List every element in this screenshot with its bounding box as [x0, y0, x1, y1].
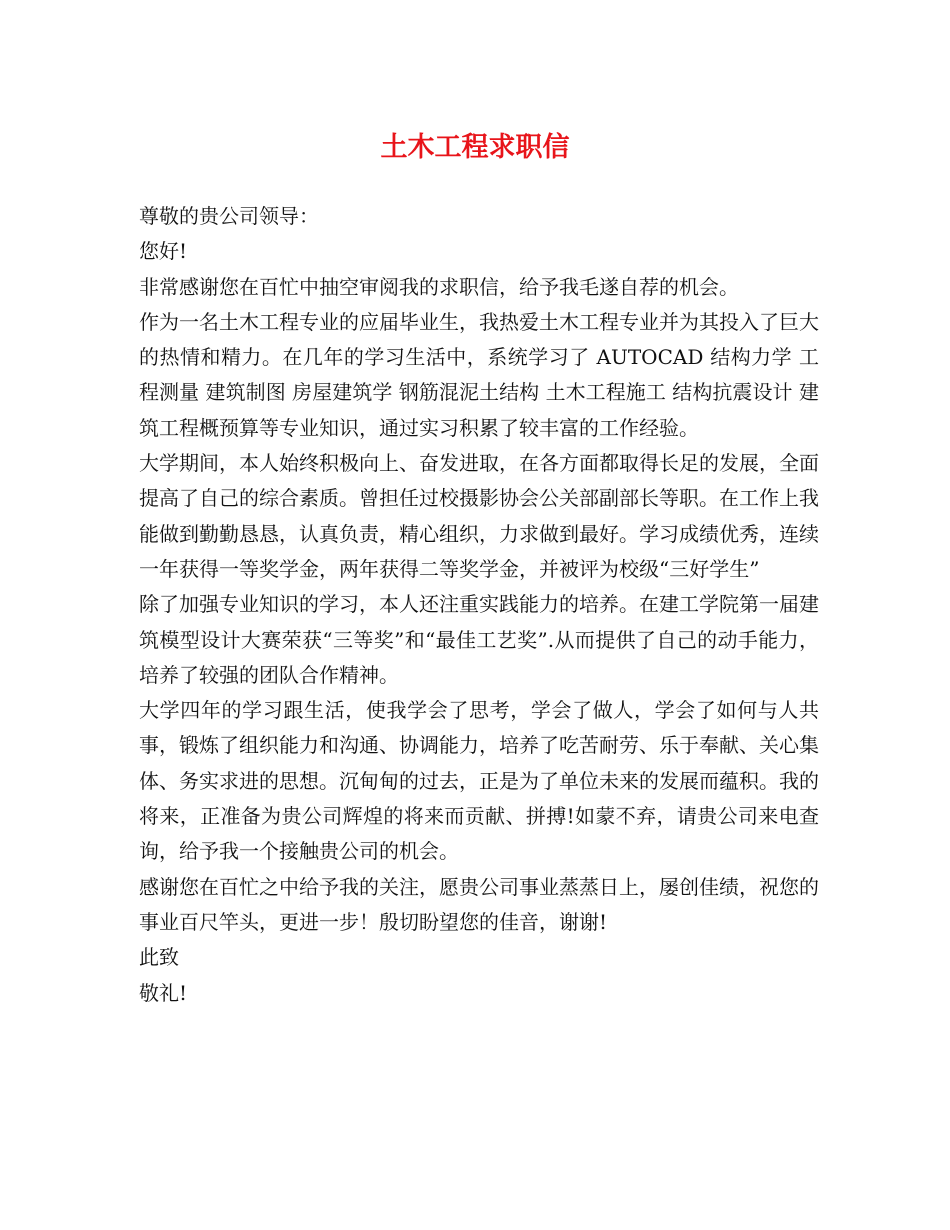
greeting: 您好!	[139, 239, 188, 264]
closing-jingli: 敬礼!	[139, 980, 188, 1005]
letter-body	[139, 199, 819, 1011]
salutation: 尊敬的贵公司领导：	[139, 204, 319, 228]
closing-cizhi: 此致	[139, 945, 179, 970]
paragraph-thanks: 非常感谢您在百忙中抽空审阅我的求职信，给予我毛遂自荐的机会。	[139, 274, 739, 299]
paragraph-closing: 感谢您在百忙之中给予我的关注，愿贵公司事业蒸蒸日上，屡创佳绩，祝您的事业百尺竿头，更进一步！殷切盼望您的佳音，谢谢!	[139, 874, 819, 934]
paragraph-university: 大学期间，本人始终积极向上、奋发进取，在各方面都取得长足的发展，全面提高了自己的综合素质。曾担任过校摄影协会公关部副部长等职。在工作上我能做到勤勤恳恳，认真负责，精心组织，力求做到最好。学习成绩优秀，连续一年获得一等奖学金，两年获得二等奖学金，并被评为校级“三好学生”	[139, 451, 819, 581]
paragraph-major: 作为一名土木工程专业的应届毕业生，我热爱土木工程专业并为其投入了巨大的热情和精力。在几年的学习生活中，系统学习了 AUTOCAD 结构力学 工程测量 建筑制图 房屋建筑学 钢筋混泥土结构 土木工程施工 结构抗震设计 建筑工程概预算等专业知识，通过实习积累了较丰富的工作经验。	[139, 309, 819, 440]
paragraph-four-years: 大学四年的学习跟生活，使我学会了思考，学会了做人，学会了如何与人共事，锻炼了组织能力和沟通、协调能力，培养了吃苦耐劳、乐于奉献、关心集体、务实求进的思想。沉甸甸的过去，正是为了单位未来的发展而蕴积。我的将来，正准备为贵公司辉煌的将来而贡献、拼搏!如蒙不弃，请贵公司来电查询，给予我一个接触贵公司的机会。	[139, 698, 819, 864]
paragraph-practice: 除了加强专业知识的学习，本人还注重实践能力的培养。在建工学院第一届建筑模型设计大赛荣获“三等奖”和“最佳工艺奖”.从而提供了自己的动手能力，培养了较强的团队合作精神。	[139, 592, 819, 687]
document-title: 土木工程求职信	[380, 132, 570, 163]
